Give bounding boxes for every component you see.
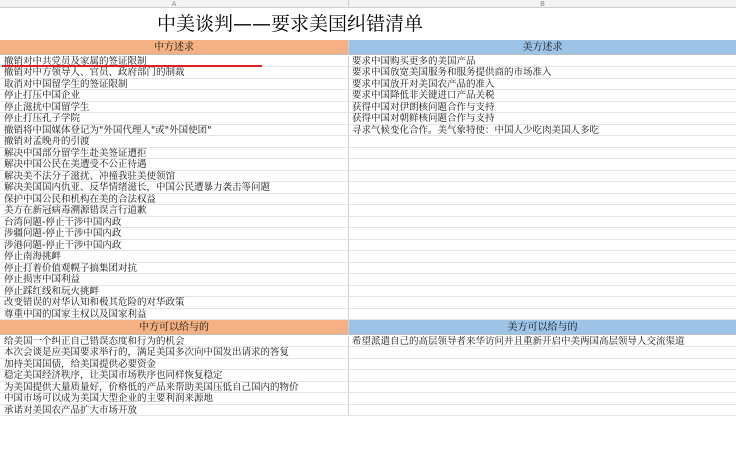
table-cell[interactable]: 停止南海挑衅 [0, 251, 349, 263]
table-cell[interactable]: 涉港问题-停止干涉中国内政 [0, 240, 349, 252]
table-cell[interactable] [349, 228, 736, 240]
table-cell[interactable]: 获得中国对伊朗核问题合作与支持 [349, 102, 736, 114]
table-cell[interactable]: 要求中国放宽美国服务和服务提供商的市场准入 [349, 67, 736, 79]
table-cell[interactable] [349, 159, 736, 171]
table-cell[interactable]: 涉疆问题-停止干涉中国内政 [0, 228, 349, 240]
table-cell[interactable]: 寻求气候变化合作。美气象特使：中国人少吃肉美国人多吃 [349, 125, 736, 137]
table-cell[interactable]: 撤销对中共党员及家属的签证限制 [0, 56, 349, 68]
table-row [0, 228, 736, 240]
table-row [0, 297, 736, 309]
table-cell[interactable]: 稳定美国经济秩序，让美国市场秩序也同样恢复稳定 [0, 370, 349, 382]
table-cell[interactable]: 改变错误的对华认知和极其危险的对华政策 [0, 297, 349, 309]
section-header-row [0, 40, 736, 55]
table-row [0, 370, 736, 382]
section-header-cell[interactable]: 美方可以给与的 [349, 320, 736, 335]
table-cell[interactable] [349, 274, 736, 286]
table-cell[interactable]: 解决美不法分子滋扰、冲撞我驻美使领馆 [0, 171, 349, 183]
table-cell[interactable] [349, 136, 736, 148]
table-row [0, 393, 736, 405]
table-cell[interactable] [349, 309, 736, 321]
table-row [0, 148, 736, 160]
table-cell[interactable]: 解决美国国内仇亚、反华情绪滋长，中国公民遭暴力袭击等问题 [0, 182, 349, 194]
table-row [0, 347, 736, 359]
table-cell[interactable]: 获得中国对朝鲜核问题合作与支持 [349, 113, 736, 125]
table-cell[interactable]: 加持美国国债，给美国提供必要资金 [0, 359, 349, 371]
table-cell[interactable]: 要求中国购买更多的美国产品 [349, 56, 736, 68]
table-row [0, 159, 736, 171]
table-cell[interactable] [349, 171, 736, 183]
section-header-cell[interactable]: 美方述求 [349, 40, 736, 55]
table-cell[interactable] [349, 393, 736, 405]
table-row [0, 286, 736, 298]
table-cell[interactable] [349, 194, 736, 206]
table-row [0, 405, 736, 417]
table-cell[interactable] [349, 217, 736, 229]
table-cell[interactable]: 尊重中国的国家主权以及国家利益 [0, 309, 349, 321]
table-row [0, 309, 736, 321]
table-row [0, 182, 736, 194]
table-cell[interactable] [349, 382, 736, 394]
table-row [0, 205, 736, 217]
table-cell[interactable] [349, 359, 736, 371]
table-cell[interactable] [349, 251, 736, 263]
table-row [0, 194, 736, 206]
table-cell[interactable]: 中国市场可以成为美国大型企业的主要利润来源地 [0, 393, 349, 405]
table-cell[interactable]: 停止打压中国企业 [0, 90, 349, 102]
table-row [0, 263, 736, 275]
table-row [0, 136, 736, 148]
section-header-cell[interactable]: 中方述求 [0, 40, 349, 55]
table-cell[interactable]: 希望派遣自己的高层领导者来华访问并且重新开启中美两国高层领导人交流渠道 [349, 336, 736, 348]
table-cell[interactable] [349, 205, 736, 217]
table-row [0, 79, 736, 91]
table-cell[interactable]: 取消对中国留学生的签证限制 [0, 79, 349, 91]
table-cell[interactable]: 停止滋扰中国留学生 [0, 102, 349, 114]
table-row [0, 382, 736, 394]
table-cell[interactable]: 为美国提供大量质量好，价格低的产品来帮助美国压低自己国内的物价 [0, 382, 349, 394]
table-cell[interactable]: 台湾问题-停止干涉中国内政 [0, 217, 349, 229]
section-header-row [0, 320, 736, 335]
table-row [0, 336, 736, 348]
table-cell[interactable] [349, 263, 736, 275]
table-row [0, 240, 736, 252]
table-cell[interactable]: 美方在新冠病毒溯源错误言行道歉 [0, 205, 349, 217]
table-cell[interactable] [349, 405, 736, 417]
table-row [0, 217, 736, 229]
table-cell[interactable]: 给美国一个纠正自己错误态度和行为的机会 [0, 336, 349, 348]
table-row [0, 359, 736, 371]
table-row [0, 56, 736, 68]
table-cell[interactable] [349, 370, 736, 382]
table-cell[interactable]: 撤销对中方领导人、官员、政府部门的制裁 [0, 67, 349, 79]
sheet-title: 中美谈判——要求美国纠错清单 [156, 13, 423, 35]
table-cell[interactable]: 保护中国公民和机构在美的合法权益 [0, 194, 349, 206]
table-row [0, 102, 736, 114]
table-cell[interactable]: 停止损害中国利益 [0, 274, 349, 286]
table-cell[interactable]: 停止打压孔子学院 [0, 113, 349, 125]
table-row [0, 274, 736, 286]
table-row [0, 125, 736, 137]
table-cell[interactable] [349, 240, 736, 252]
table-cell[interactable]: 要求中国放开对美国农产品的准入 [349, 79, 736, 91]
section-header-cell[interactable]: 中方可以给与的 [0, 320, 349, 335]
table-cell[interactable] [349, 182, 736, 194]
table-cell[interactable]: 要求中国降低非关键进口产品关税 [349, 90, 736, 102]
table-cell[interactable]: 解决中国公民在美遭受不公正待遇 [0, 159, 349, 171]
table-cell[interactable]: 承诺对美国农产品扩大市场开放 [0, 405, 349, 417]
table-cell[interactable]: 撤销对孟晚舟的引渡 [0, 136, 349, 148]
table-cell[interactable]: 停止踩红线和玩火挑衅 [0, 286, 349, 298]
table-cell[interactable]: 停止打着价值观幌子搞集团对抗 [0, 263, 349, 275]
column-header-a[interactable]: A [0, 0, 349, 8]
table-row [0, 171, 736, 183]
table-cell[interactable] [349, 286, 736, 298]
table-row [0, 67, 736, 79]
table-cell[interactable] [349, 148, 736, 160]
column-header-b[interactable]: B [349, 0, 736, 8]
table-row [0, 90, 736, 102]
table-cell[interactable] [349, 347, 736, 359]
table-row [0, 113, 736, 125]
table-cell[interactable]: 撤销将中国媒体登记为"外国代理人"或"外国使团" [0, 125, 349, 137]
table-cell[interactable]: 解决中国部分留学生赴美签证遭拒 [0, 148, 349, 160]
table-cell[interactable] [349, 297, 736, 309]
table-row [0, 251, 736, 263]
table-cell[interactable]: 本次会谈是应美国要求举行的，满足美国多次向中国发出请求的答复 [0, 347, 349, 359]
